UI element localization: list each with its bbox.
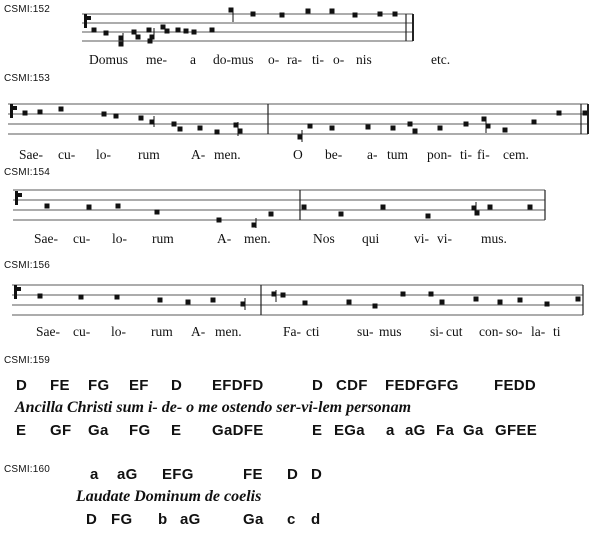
- pitch-letters: EFDFD: [212, 377, 264, 394]
- lyric-syllable: nis: [356, 52, 372, 67]
- neume-note: [429, 292, 434, 297]
- lyric-syllable: lo-: [96, 147, 111, 162]
- lyric-syllable: rum: [151, 324, 173, 339]
- lyric-syllable: su-: [357, 324, 374, 339]
- latin-text: Ancilla Christi sum i- de- o me ostendo ser-vi-lem personam: [15, 399, 412, 416]
- lyric-syllable: ra-: [287, 52, 302, 67]
- neume-note: [158, 298, 163, 303]
- pitch-letters: c: [287, 511, 296, 528]
- lyric-syllable: be-: [325, 147, 343, 162]
- lyric-syllable: O: [293, 147, 303, 162]
- pitch-letters: FE: [50, 377, 70, 394]
- lyric-syllable: Domus: [89, 52, 129, 67]
- pitch-letters: FEDD: [494, 377, 537, 394]
- neume-group: [14, 285, 581, 310]
- neume-note: [474, 297, 479, 302]
- lyric-syllable: A-: [191, 147, 206, 162]
- lyric-syllable: a: [190, 52, 196, 67]
- lyric-syllable: vi-: [437, 231, 452, 246]
- lyric-syllable: ti: [553, 324, 561, 339]
- pitch-letters: EF: [129, 377, 149, 394]
- pitch-letters: FE: [243, 466, 263, 483]
- pitch-letters: aG: [117, 466, 138, 483]
- lyric-syllable: Sae-: [36, 324, 60, 339]
- example-label: CSMI:160: [4, 464, 51, 475]
- pitch-letters: Fa: [436, 422, 455, 439]
- example-label: CSMI:153: [4, 73, 51, 84]
- clef-icon: [17, 287, 21, 291]
- pitch-letters: E: [312, 422, 323, 439]
- lyric-syllable: Sae-: [34, 231, 58, 246]
- lyric-syllable: cut: [446, 324, 463, 339]
- lyric-syllable: o-: [333, 52, 345, 67]
- lyric-syllable: men.: [215, 324, 242, 339]
- pitch-letters: FG: [129, 422, 151, 439]
- pitch-letters: a: [90, 466, 99, 483]
- clef-icon: [14, 285, 17, 299]
- pitch-letters: GFEE: [495, 422, 538, 439]
- lyric-syllable: ti-: [460, 147, 472, 162]
- pitch-letters: FG: [111, 511, 133, 528]
- pitch-letters: E: [16, 422, 27, 439]
- neume-note: [576, 297, 581, 302]
- lyric-syllable: mus.: [481, 231, 507, 246]
- example-label: CSMI:156: [4, 260, 51, 271]
- lyric-syllable: do-mus: [213, 52, 254, 67]
- lyric-syllable: men.: [214, 147, 241, 162]
- pitch-letters: Ga: [88, 422, 109, 439]
- neume-note: [373, 304, 378, 309]
- neume-note: [545, 302, 550, 307]
- lyric-syllable: cti: [306, 324, 320, 339]
- lyric-syllable: pon-: [427, 147, 452, 162]
- pitch-letters: a: [386, 422, 395, 439]
- lyric-syllable: etc.: [431, 52, 451, 67]
- pitch-letters: aG: [180, 511, 201, 528]
- pitch-letters: CDF: [336, 377, 368, 394]
- lyric-syllable: qui: [362, 231, 380, 246]
- lyric-syllable: lo-: [111, 324, 126, 339]
- example-label: CSMI:159: [4, 355, 51, 366]
- lyric-syllable: cu-: [58, 147, 76, 162]
- pitch-letters: aG: [405, 422, 426, 439]
- neume-note: [518, 298, 523, 303]
- pitch-letters: FG: [88, 377, 110, 394]
- pitch-letters: EFG: [162, 466, 194, 483]
- neume-note: [303, 301, 308, 306]
- pitch-letters: D: [86, 511, 98, 528]
- lyric-syllable: vi-: [414, 231, 429, 246]
- lyric-syllable: men.: [244, 231, 271, 246]
- pitch-letters: FEDFGFG: [385, 377, 459, 394]
- neume-note: [401, 292, 406, 297]
- pitch-letters: EGa: [334, 422, 365, 439]
- example-label: CSMI:154: [4, 167, 51, 178]
- lyric-syllable: A-: [191, 324, 206, 339]
- lyric-syllable: cu-: [73, 324, 91, 339]
- example-label: CSMI:152: [4, 4, 51, 15]
- lyric-syllable: me-: [146, 52, 167, 67]
- pitch-letters: E: [171, 422, 182, 439]
- pitch-letters: Ga: [243, 511, 264, 528]
- lyric-syllable: Sae-: [19, 147, 43, 162]
- latin-text: Laudate Dominum de coelis: [76, 488, 262, 505]
- lyric-syllable: a-: [367, 147, 378, 162]
- lyric-syllable: cu-: [73, 231, 91, 246]
- lyric-syllable: ti-: [312, 52, 324, 67]
- pitch-letters: D: [16, 377, 28, 394]
- lyric-syllable: fi-: [477, 147, 490, 162]
- lyric-syllable: con-: [479, 324, 503, 339]
- neume-note: [347, 300, 352, 305]
- lyric-syllable: so-: [506, 324, 523, 339]
- lyric-syllable: tum: [387, 147, 409, 162]
- pitch-letters: D: [171, 377, 183, 394]
- neume-note: [498, 300, 503, 305]
- lyric-syllable: rum: [152, 231, 174, 246]
- pitch-letters: d: [311, 511, 321, 528]
- lyric-syllable: mus: [379, 324, 402, 339]
- pitch-letters: D: [312, 377, 324, 394]
- neume-note: [115, 295, 120, 300]
- lyric-syllable: cem.: [503, 147, 529, 162]
- neume-note: [440, 300, 445, 305]
- lyric-syllable: rum: [138, 147, 160, 162]
- lyric-syllable: o-: [268, 52, 280, 67]
- neume-note: [186, 300, 191, 305]
- pitch-letters: Ga: [463, 422, 484, 439]
- neume-note: [281, 293, 286, 298]
- lyric-syllable: si-: [430, 324, 444, 339]
- pitch-letters: GaDFE: [212, 422, 264, 439]
- neume-note: [38, 294, 43, 299]
- pitch-letters: D: [287, 466, 299, 483]
- pitch-letters: D: [311, 466, 323, 483]
- lyric-syllable: Fa-: [283, 324, 301, 339]
- lyric-syllable: lo-: [112, 231, 127, 246]
- lyric-syllable: la-: [531, 324, 546, 339]
- neume-note: [211, 298, 216, 303]
- lyric-syllable: Nos: [313, 231, 335, 246]
- lyric-syllable: A-: [217, 231, 232, 246]
- pitch-letters: GF: [50, 422, 72, 439]
- pitch-letters: b: [158, 511, 168, 528]
- neume-note: [79, 295, 84, 300]
